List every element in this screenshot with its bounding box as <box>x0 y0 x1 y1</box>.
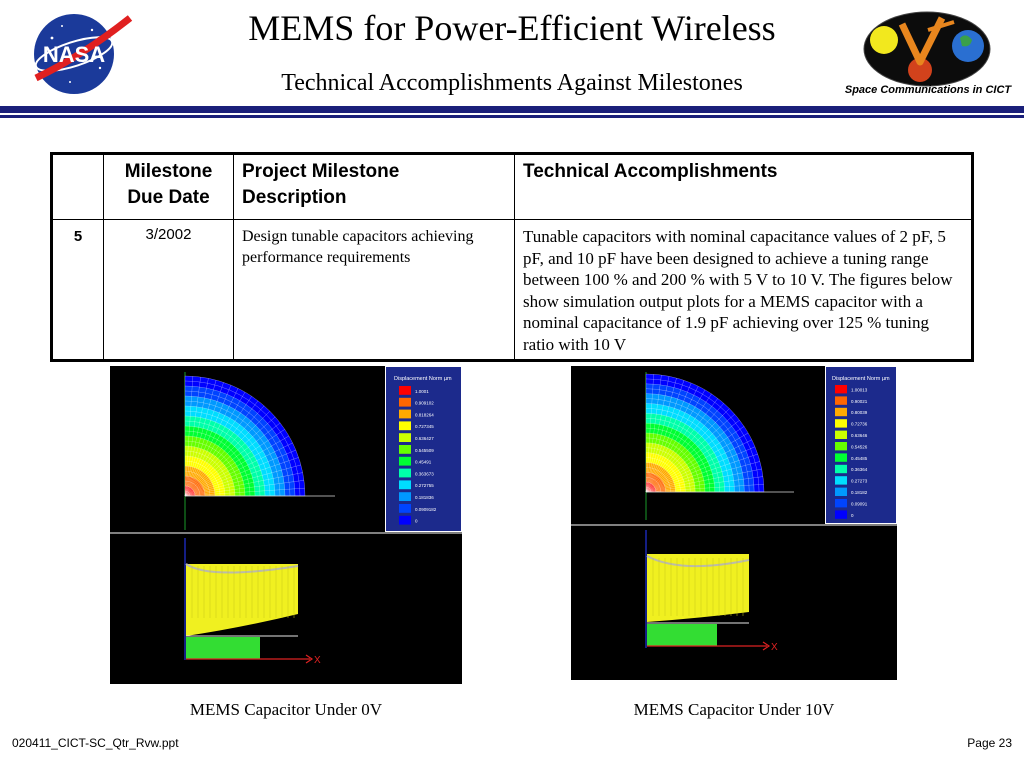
legend-swatch <box>835 499 847 507</box>
simulation-figure-10v <box>571 366 897 680</box>
header-band <box>0 106 1024 113</box>
column-header-due-date: Milestone Due Date <box>104 154 234 220</box>
figure-caption-0v: MEMS Capacitor Under 0V <box>189 700 383 719</box>
footer-page-number: Page 23 <box>967 736 1012 750</box>
legend-swatch <box>835 408 847 416</box>
legend-swatch <box>835 476 847 484</box>
technical-accomplishments: Tunable capacitors with nominal capacitance values of 2 pF, 5 pF, and 10 pF have been designed to achieve a tuning range between 100 % and 200 % with 5 V to 10 V. The figures below show simulation output plots for a MEMS capacitor with a nominal capacitance of 1.9 pF achieving over 125 % tuning ratio with 10 V <box>515 220 973 361</box>
page-title: MEMS for Power-Efficient Wireless <box>248 8 776 48</box>
legend-value: 1.00013 <box>851 387 868 393</box>
legend-value: 0.0909182 <box>415 506 437 512</box>
legend-value: 0 <box>415 518 418 524</box>
legend-value: 0.909102 <box>415 400 434 406</box>
legend-value: 0.636427 <box>415 436 434 441</box>
table-row <box>52 220 973 361</box>
legend-swatch <box>399 433 411 442</box>
side-profile-plot <box>646 530 778 653</box>
legend-value: 0.72736 <box>851 421 868 427</box>
milestone-description: Design tunable capacitors achieving performance requirements <box>234 220 515 361</box>
x-axis-label: X <box>771 642 778 653</box>
legend-swatch <box>399 386 411 395</box>
footer-filename: 020411_CICT-SC_Qtr_Rvw.ppt <box>12 736 179 750</box>
header-band-thin <box>0 115 1024 118</box>
milestone-number: 5 <box>52 220 104 361</box>
legend-swatch <box>835 465 847 473</box>
legend-value: 0.727345 <box>415 424 434 430</box>
legend-swatch <box>399 445 411 454</box>
legend-value: 0.45491 <box>415 459 432 465</box>
legend-swatch <box>835 442 847 450</box>
legend-swatch <box>399 410 411 419</box>
legend-value: 0.545509 <box>415 447 434 453</box>
legend-value: 0.80039 <box>851 410 868 416</box>
column-header-description: Project Milestone Description <box>234 154 515 220</box>
column-header-accomplishments: Technical Accomplishments <box>515 154 973 220</box>
contour-plot-top <box>185 372 335 530</box>
figure-caption-10v: MEMS Capacitor Under 10V <box>633 700 835 719</box>
legend-swatch <box>835 510 847 518</box>
legend-swatch <box>835 419 847 427</box>
legend-swatch <box>835 488 847 496</box>
legend-swatch <box>399 457 411 466</box>
simulation-figure-0v <box>110 366 462 684</box>
logo-caption: Space Communications in CICT <box>844 84 1012 96</box>
legend-swatch <box>835 431 847 439</box>
legend-swatch <box>399 421 411 430</box>
legend-value: 0.45485 <box>851 455 868 461</box>
contour-plot-top <box>646 372 794 520</box>
legend-swatch <box>399 504 411 513</box>
legend-swatch <box>399 398 411 407</box>
column-header-number <box>52 154 104 220</box>
space-communications-logo <box>862 10 992 88</box>
legend-value: 0.181836 <box>415 495 434 500</box>
legend-value: 0.54526 <box>851 444 868 450</box>
legend-value: 0.818264 <box>415 412 434 418</box>
legend-value: 0.363673 <box>415 471 434 477</box>
milestone-table <box>50 152 974 362</box>
side-profile-plot <box>185 538 321 666</box>
x-axis-label: X <box>314 655 321 666</box>
legend-value: 0 <box>851 512 854 518</box>
nasa-logo <box>22 8 134 98</box>
legend-title: Displacement Norm µm <box>394 376 452 382</box>
legend-value: 0.90021 <box>851 398 868 404</box>
legend-value: 0.27273 <box>851 478 868 484</box>
legend-value: 0.63646 <box>851 433 868 438</box>
legend-swatch <box>399 516 411 525</box>
legend-swatch <box>835 385 847 393</box>
legend-swatch <box>399 480 411 489</box>
legend-swatch <box>399 492 411 501</box>
legend-value: 0.18182 <box>851 490 868 495</box>
legend-value: 1.0001 <box>415 388 429 394</box>
legend-swatch <box>835 453 847 461</box>
page-subtitle: Technical Accomplishments Against Milestones <box>281 70 743 96</box>
legend-value: 0.09091 <box>851 501 868 507</box>
legend-value: 0.272755 <box>415 483 434 489</box>
legend-value: 0.36364 <box>851 467 868 473</box>
legend-title: Displacement Norm µm <box>832 376 890 382</box>
svg-text:NASA: NASA <box>42 42 106 67</box>
legend-swatch <box>835 396 847 404</box>
milestone-due-date: 3/2002 <box>104 220 234 361</box>
table-header-row <box>52 154 973 220</box>
legend-swatch <box>399 469 411 478</box>
